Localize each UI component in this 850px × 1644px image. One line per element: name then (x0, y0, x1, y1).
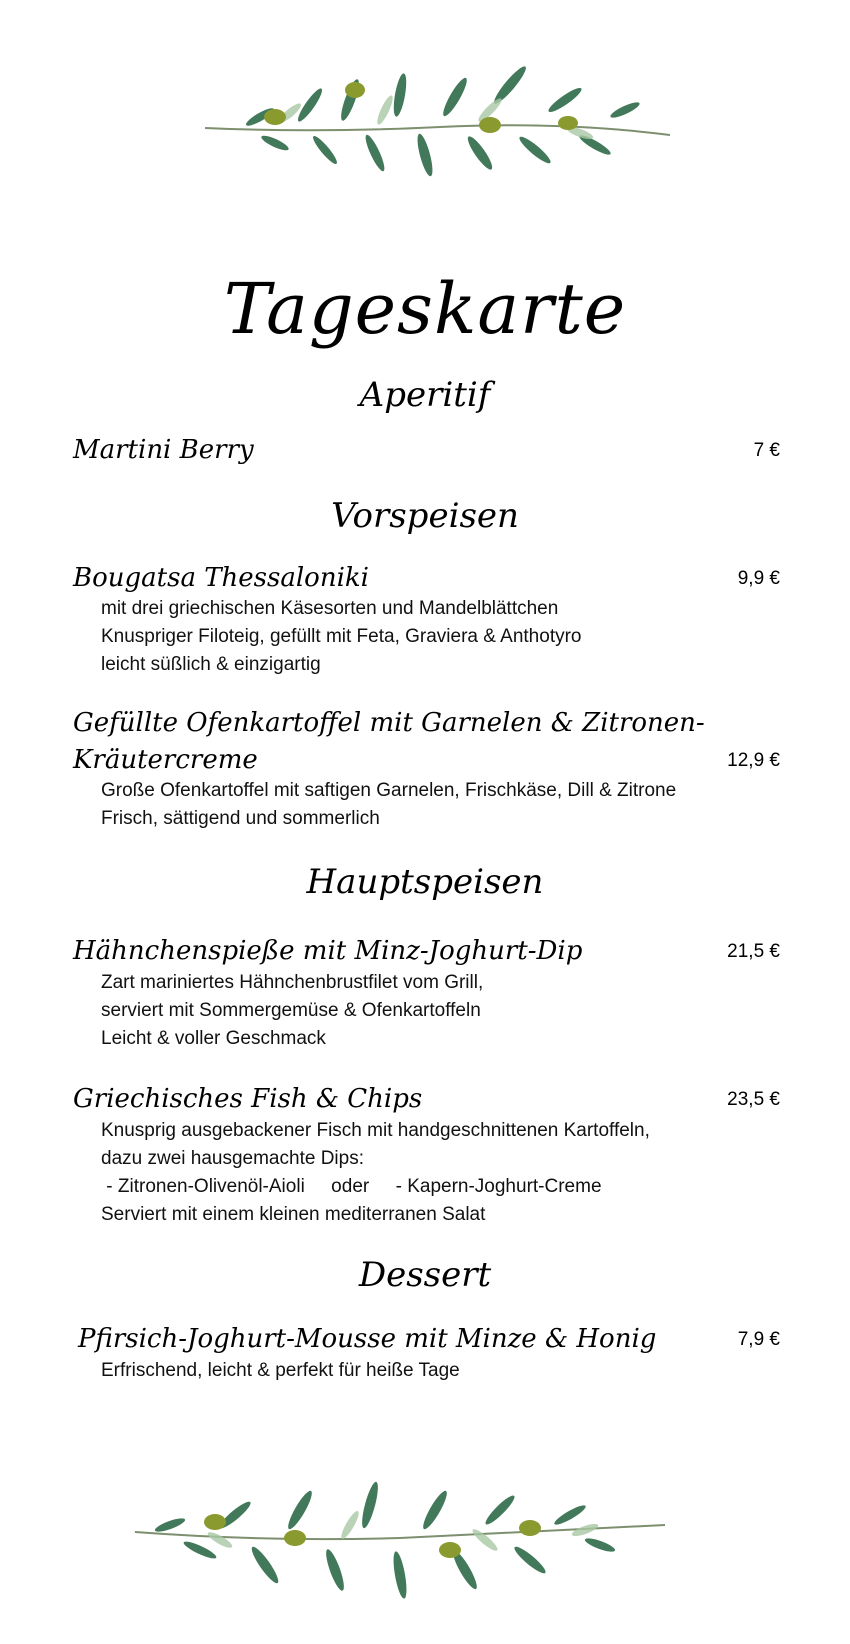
dish-name: Hähnchenspieße mit Minz-Joghurt-Dip (73, 936, 583, 966)
dish-price: 9,9 € (737, 568, 780, 589)
dish-price: 23,5 € (727, 1089, 780, 1110)
dish-description: dazu zwei hausgemachte Dips: (101, 1148, 364, 1169)
dish-description: Leicht & voller Geschmack (101, 1028, 326, 1049)
dish-price: 21,5 € (727, 941, 780, 962)
dish-price: 7,9 € (737, 1329, 780, 1350)
dish-name: Pfirsich-Joghurt-Mousse mit Minze & Honig (78, 1324, 657, 1354)
dish-price: 12,9 € (727, 750, 780, 771)
dish-description: Knuspriger Filoteig, gefüllt mit Feta, Graviera & Anthotyro (101, 626, 582, 647)
dish-description: Serviert mit einem kleinen mediterranen Salat (101, 1204, 486, 1225)
dish-name: Griechisches Fish & Chips (73, 1084, 423, 1114)
dish-description: - Zitronen-Olivenöl-Aioli oder - Kapern-Joghurt-Creme (101, 1176, 602, 1197)
dish-description: Große Ofenkartoffel mit saftigen Garnelen, Frischkäse, Dill & Zitrone (101, 780, 677, 801)
dish-description: Knusprig ausgebackener Fisch mit handgeschnittenen Kartoffeln, (101, 1120, 650, 1141)
dish-description: mit drei griechischen Käsesorten und Mandelblättchen (101, 598, 559, 619)
dish-name: Kräutercreme (73, 745, 258, 775)
section-heading-dessert: Dessert (358, 1255, 492, 1295)
section-heading-vorspeisen: Vorspeisen (331, 496, 519, 536)
dish-description: serviert mit Sommergemüse & Ofenkartoffeln (101, 1000, 481, 1021)
dish-name: Bougatsa Thessaloniki (73, 563, 369, 593)
page-title: Tageskarte (223, 268, 627, 350)
dish-description: leicht süßlich & einzigartig (101, 654, 321, 675)
dish-price: 7 € (753, 440, 780, 461)
dish-name: Gefüllte Ofenkartoffel mit Garnelen & Zitronen- (73, 708, 705, 738)
dish-description: Zart mariniertes Hähnchenbrustfilet vom Grill, (101, 972, 484, 993)
section-heading-aperitif: Aperitif (359, 375, 491, 415)
section-heading-hauptspeisen: Hauptspeisen (306, 862, 544, 902)
dish-description: Erfrischend, leicht & perfekt für heiße Tage (101, 1360, 460, 1381)
dish-description: Frisch, sättigend und sommerlich (101, 808, 380, 829)
olive-branch-bottom-icon (130, 1470, 670, 1610)
dish-name: Martini Berry (73, 435, 254, 465)
olive-branch-top-icon (200, 55, 680, 195)
